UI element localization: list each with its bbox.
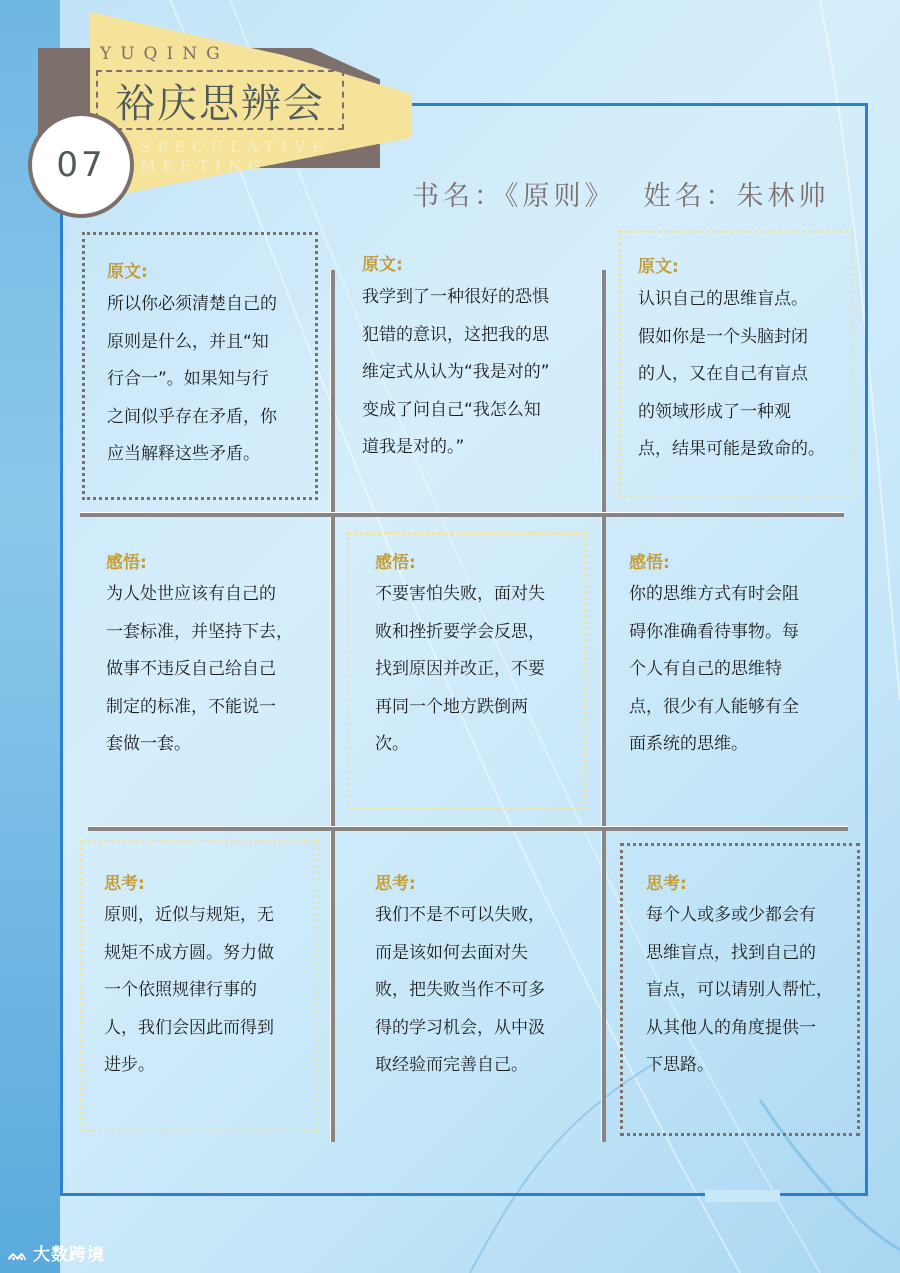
cell-title-r3c2: 思考: [375, 874, 416, 894]
cell-title-r3c1: 思考: [104, 874, 145, 894]
logo-icon: ᨐ [8, 1245, 30, 1265]
cell-text-r3c2: 我们不是不可以失败， 而是该如何去面对失 败，把失败当作不可多 得的学习机会，从中汲 取经验而完善自己。 [375, 905, 545, 1075]
cell-text-r1c3: 认识自己的思维盲点。 假如你是一个头脑封闭 的人，又在自己有盲点 的领域形成了一种观 点，结果可能是致命的。 [638, 289, 825, 459]
cell-text-r1c1: 所以你必须清楚自己的 原则是什么，并且“知 行合一”。如果知与行 之间似乎存在矛盾，你 应当解释这些矛盾。 [107, 294, 277, 464]
cell-title-r1c1: 原文: [107, 262, 148, 282]
brand-en-meeting: MEETING [140, 157, 268, 175]
cell-text-r2c3: 你的思维方式有时会阻 碍你准确看待事物。每 个人有自己的思维特 点，很少有人能够有全 面系统的思维。 [629, 584, 799, 754]
issue-number: 07 [56, 145, 106, 185]
book-info [412, 174, 830, 213]
brand-en-top: YUQING [100, 44, 229, 64]
cell-text-r2c2: 不要害怕失败，面对失 败和挫折要学会反思， 找到原因并改正，不要 再同一个地方跌倒两 次。 [375, 584, 545, 754]
book-title: 书名：《原则》 [412, 181, 616, 212]
cell-title-r2c2: 感悟: [375, 553, 416, 573]
cell-title-r1c2: 原文: [362, 255, 403, 275]
brand-title: 裕庆思辨会 [115, 80, 325, 127]
cell-title-r2c1: 感悟: [106, 553, 147, 573]
brand-en-bottom [140, 138, 330, 176]
cell-text-r1c2: 我学到了一种很好的恐惧 犯错的意识，这把我的思 维定式从认为“我是对的” 变成了问自己“我怎么知 道我是对的。” [362, 287, 550, 457]
watermark-text: 大数跨境 [33, 1245, 106, 1265]
issue-badge [28, 112, 134, 218]
cell-title-r2c3: 感悟: [629, 553, 670, 573]
grid-vline-1 [330, 270, 335, 1142]
cell-title-r1c3: 原文: [638, 257, 679, 277]
cell-text-r3c3: 每个人或多或少都会有 思维盲点，找到自己的 盲点，可以请别人帮忙， 从其他人的角度提供一 下思路。 [646, 905, 833, 1075]
brand-en-speculative: SPECULATIVE [140, 138, 331, 156]
cell-text-r2c1: 为人处世应该有自己的 一套标准，并坚持下去， 做事不违反自己给自己 制定的标准，不能说一 套做一套。 [106, 584, 293, 754]
grid-hline-1 [80, 512, 844, 517]
brand-title-box [96, 70, 344, 130]
frame-gap [705, 1190, 780, 1202]
cell-text-r3c1: 原则，近似与规矩，无 规矩不成方圆。努力做 一个依照规律行事的 人，我们会因此而得到 进步。 [104, 905, 274, 1075]
grid-vline-2 [601, 270, 606, 1142]
author-name: 姓名：朱林帅 [643, 181, 830, 212]
grid-hline-2 [88, 826, 848, 831]
cell-title-r3c3: 思考: [646, 874, 687, 894]
watermark [8, 1240, 105, 1265]
